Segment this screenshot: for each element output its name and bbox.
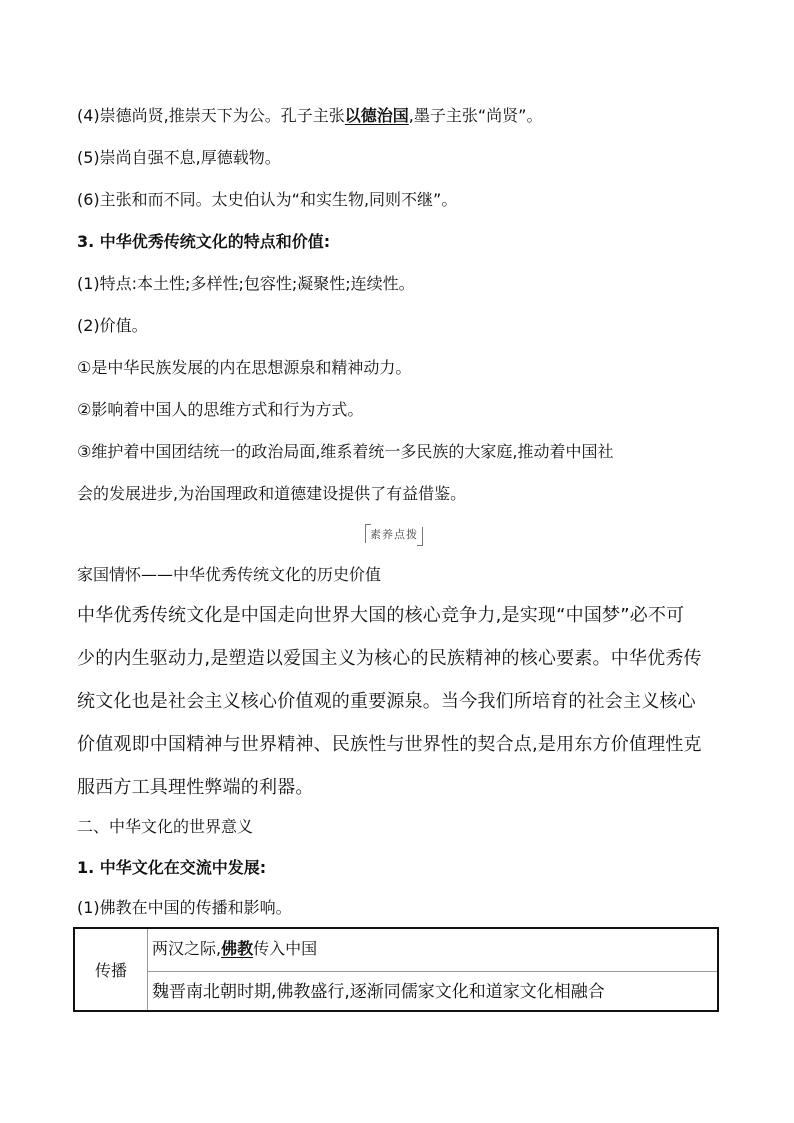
value-item-2: ②影响着中国人的思维方式和行为方式。: [77, 400, 364, 419]
buddhism-table: [73, 927, 719, 1012]
section-2-h1: 1. 中华文化在交流中发展:: [77, 858, 267, 877]
value-item-1: ①是中华民族发展的内在思想源泉和精神动力。: [77, 358, 412, 377]
heading-3-features: 3. 中华优秀传统文化的特点和价值:: [77, 232, 331, 251]
line-6: (6)主张和而不同。太史伯认为“和实生物,同则不继”。: [77, 190, 458, 209]
value-item-3-a: ③维护着中国团结统一的政治局面,维系着统一多民族的大家庭,推动着中国社: [77, 442, 614, 461]
emphasis-fojiao: 佛教: [221, 939, 254, 958]
table-row: 两汉之际,佛教传入中国: [148, 929, 717, 972]
table-row: 魏晋南北朝时期,佛教盛行,逐渐同儒家文化和道家文化相融合: [152, 982, 605, 1002]
line-4-virtue: (4)崇德尚贤,推崇天下为公。孔子主张以德治国,墨子主张“尚贤”。: [77, 106, 543, 125]
sub-title: 家国情怀——中华优秀传统文化的历史价值: [77, 565, 382, 584]
section-2-heading: 二、中华文化的世界意义: [77, 817, 254, 836]
table-head-cell: 传播: [75, 929, 148, 1010]
sub-para-1: 中华优秀传统文化是中国走向世界大国的核心竞争力,是实现“中国梦”必不可: [77, 605, 685, 626]
value-item-3-b: 会的发展进步,为治国理政和道德建设提供了有益借鉴。: [77, 484, 467, 503]
sub-para-3: 统文化也是社会主义核心价值观的重要源泉。当今我们所培育的社会主义核心: [77, 691, 696, 712]
sub-para-5: 服西方工具理性弊端的利器。: [77, 777, 314, 798]
literacy-tip-tag: 素养点拨: [365, 527, 423, 543]
line-value: (2)价值。: [77, 316, 148, 335]
sub-para-4: 价值观即中国精神与世界精神、民族性与世界性的契合点,是用东方价值理性克: [77, 734, 702, 755]
section-2-item-1: (1)佛教在中国的传播和影响。: [77, 898, 292, 917]
sub-para-2: 少的内生驱动力,是塑造以爱国主义为核心的民族精神的核心要素。中华优秀传: [77, 648, 702, 669]
line-5: (5)崇尚自强不息,厚德载物。: [77, 148, 281, 167]
line-features: (1)特点:本土性;多样性;包容性;凝聚性;连续性。: [77, 274, 415, 293]
emphasis-yidezhiguo: 以德治国: [344, 106, 409, 125]
